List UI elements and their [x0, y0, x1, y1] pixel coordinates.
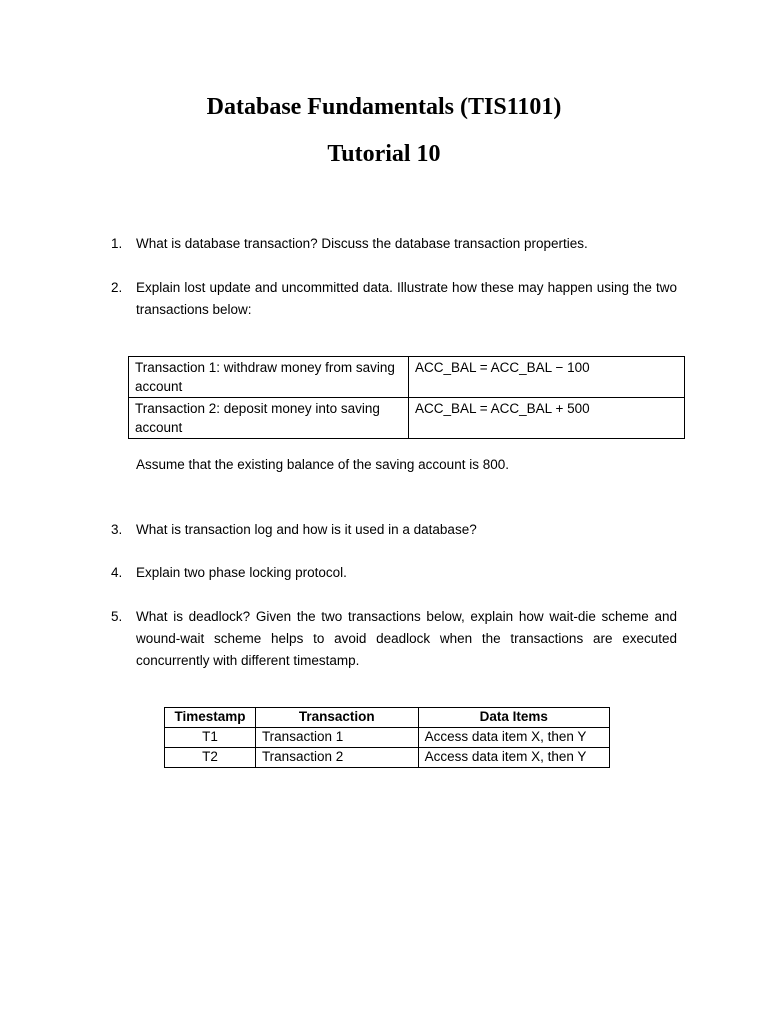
table-cell: Transaction 2	[255, 748, 418, 768]
question-number: 3.	[111, 522, 123, 537]
question-2	[108, 277, 677, 321]
table-cell: Access data item X, then Y	[418, 748, 609, 768]
question-3	[108, 519, 677, 541]
question-text: What is deadlock? Given the two transactions below, explain how wait-die scheme and wound-wait scheme helps to avoid deadlock when the transactions are executed concurrently with different timestamp.	[136, 609, 677, 668]
column-header: Timestamp	[165, 708, 256, 728]
table-cell: ACC_BAL = ACC_BAL + 500	[409, 398, 685, 439]
transaction-table	[128, 356, 685, 439]
question-number: 4.	[111, 565, 123, 580]
column-header: Transaction	[255, 708, 418, 728]
question-number: 2.	[111, 280, 123, 295]
table-cell: T2	[165, 748, 256, 768]
table-row	[165, 748, 610, 768]
question-4	[108, 562, 677, 584]
question-text: Explain two phase locking protocol.	[136, 565, 347, 580]
table-row	[165, 728, 610, 748]
table-row	[129, 357, 685, 398]
document-title: Database Fundamentals (TIS1101)	[206, 94, 562, 120]
question-number: 5.	[111, 609, 123, 624]
question-text: What is database transaction? Discuss the database transaction properties.	[136, 236, 588, 251]
question-number: 1.	[111, 236, 123, 251]
timestamp-table	[164, 707, 610, 768]
table-header-row	[165, 708, 610, 728]
table-row	[129, 398, 685, 439]
table-cell: Transaction 2: deposit money into saving account	[129, 398, 409, 439]
table-cell: Access data item X, then Y	[418, 728, 609, 748]
column-header: Data Items	[418, 708, 609, 728]
table-cell: Transaction 1: withdraw money from saving account	[129, 357, 409, 398]
question-text: What is transaction log and how is it used in a database?	[136, 522, 477, 537]
question-1	[108, 233, 677, 255]
question-text: Explain lost update and uncommitted data. Illustrate how these may happen using the two transactions below:	[136, 280, 677, 317]
question-5	[108, 606, 677, 672]
document-subtitle: Tutorial 10	[327, 141, 441, 167]
balance-note: Assume that the existing balance of the saving account is 800.	[136, 457, 509, 472]
table-cell: T1	[165, 728, 256, 748]
table-cell: ACC_BAL = ACC_BAL − 100	[409, 357, 685, 398]
table-cell: Transaction 1	[255, 728, 418, 748]
